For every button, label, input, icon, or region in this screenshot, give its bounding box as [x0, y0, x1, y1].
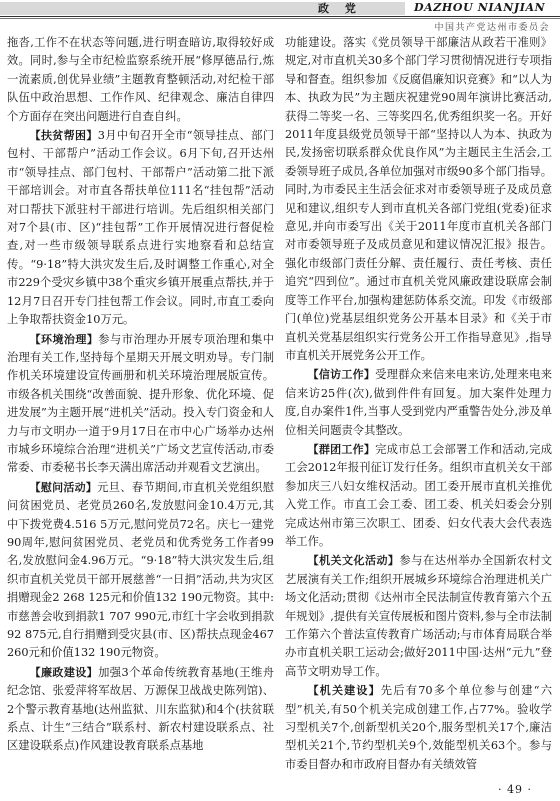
- paragraph: 【慰问活动】元旦、春节期间,市直机关党组织慰问贫困党员、老党员260名,发放慰问金10.4万元,其中下拨党费4.516 5万元,慰问党员72名。庆七一建党90周年,慰问贫困党员、老党员和优秀党务工作者99名,发放慰问金4.96万元。“9·18”特大洪灾发生后,组织市直机关党员干部开展慈善“一日捐”活动,共为灾区捐赠现金2 268 125元和价值132 190元物资。其中:市慈善会收到捐款1 707 990元,市红十字会收到捐款92 875元,自行捐赠到受灾县(市、区)帮扶点现金467 260元和价值132 190元物资。: [7, 480, 274, 660]
- organization-name: 中国共产党达州市委员会: [434, 23, 550, 33]
- section-keyword: 【群团工作】: [307, 442, 376, 456]
- section-keyword: 【机关建设】: [307, 684, 381, 698]
- paragraph: 功能建设。落实《党员领导干部廉洁从政若干准则》规定,对市直机关30多个部门学习贯彻情况进行专项指导和督查。组织参加《反腐倡廉知识竞赛》和“以人为本、执政为民”为主题庆祝建党90周年演讲比赛活动,获得二等奖一名、三等奖四名,优秀组织奖一名。开好2011年度县级党员领导干部“坚持以人为本、执政为民,发扬密切联系群众优良作风”为主题民主生活会,工委领导班子成员,各单位加强对市级90多个部门指导。同时,为市委民主生活会征求对市委领导班子及成员意见和建议,组织专人到市直机关各部门党组(党委)征求意见,并向市委写出《关于2011年度市直机关各部门对市委领导班子及成员意见和建议情况汇报》报告。强化市级部门责任分解、责任履行、责任考核、责任追究“四到位”。通过市直机关党风廉政建设联席会制度等工作平台,加强构建惩防体系交流。印发《市级部门(单位)党基层组织党务公开基本目录》和《关于市直机关党基层组织实行党务公开工作指导意见》,指导市直机关开展党务公开工作。: [285, 36, 552, 362]
- section-keyword: 【信访工作】: [307, 368, 376, 382]
- section-keyword: 【机关文化活动】: [307, 554, 400, 568]
- page-header: [0, 0, 560, 33]
- section-title: 政 党: [318, 2, 362, 15]
- paragraph: 【信访工作】受理群众来信来电来访,处理来电来信来访25件(次),做到件件有回复。加大案件处理力度,自办案件1件,当事人受到党内严重警告处分,涉及单位相关问题责令其整改。: [285, 368, 552, 437]
- paragraph: 【扶贫帮困】3月中旬召开全市“领导挂点、部门包村、干部帮户”活动工作会议。6月下旬,召开达州市“领导挂点、部门包村、干部帮户”活动第二批下派干部培训会。对市直各帮扶单位111名“挂包帮”活动对口帮扶下派驻村干部进行培训。先后组织相关部门对7个县(市、区)“挂包帮”工作开展情况进行督促检查,对一些市级领导联系点进行实地察看和总结宣传。“9·18”特大洪灾发生后,及时调整工作重心,对全市229个受灾乡镇中38个重灾乡镇开展重点帮扶,并于12月7日召开专门挂包帮工作会议。同时,市直工委向上争取帮扶资金10万元。: [7, 129, 274, 327]
- header-rule: [0, 16, 560, 17]
- paragraph: 【廉政建设】加强3个革命传统教育基地(王维舟纪念馆、张爱萍将军故居、万源保卫战战史陈列馆)、2个警示教育基地(达州监狱、川东监狱)和4个(扶贫联系点、计生“三结合”联系村、新农村建设联系点、社区建设联系点)作风建设教育联系点基地: [7, 665, 274, 753]
- section-keyword: 【慰问活动】: [29, 480, 98, 494]
- header-rule-secondary: [0, 18, 560, 19]
- section-keyword: 【环境治理】: [29, 332, 99, 346]
- paragraph: 拖沓,工作不在状态等问题,进行明查暗访,取得较好成效。同时,参与全市纪检监察系统开展“修厚德品行,炼一流素质,创优异业绩”主题教育整顿活动,对纪检干部队伍中政治思想、工作作风、纪律观念、廉洁自律四个方面存在突出问题进行自查自纠。: [7, 36, 274, 123]
- section-keyword: 【扶贫帮困】: [29, 129, 98, 143]
- magazine-title: DAZHOU NIANJIAN: [414, 1, 546, 14]
- right-column: [285, 34, 552, 779]
- paragraph: 【环境治理】参与市治理办开展专项治理和集中治理有关工作,坚持每个星期天开展文明劝导。专门制作机关环境建设宣传画册和机关环境治理展版宣传。市级各机关围绕“改善面貌、提升形象、优化环境、促进发展”为主题开展“进机关”活动。投入专门资金和人力与市文明办一道于9月17日在市中心广场举办达州市城乡环境综合治理“进机关”广场文艺宣传活动,市委常委、市委秘书长李天满出席活动并观看文艺演出。: [7, 332, 274, 475]
- paragraph: 【机关文化活动】参与在达州举办全国新农村文艺展演有关工作;组织开展城乡环境综合治理进机关广场文化活动;贯彻《达州市全民法制宣传教育第六个五年规划》,提供有关宣传展板和图片资料,参与全市法制工作第六个普法宣传教育广场活动;与市体育局联合举办市直机关职工运动会;做好2011中国·达州“元九”登高节文明劝导工作。: [285, 554, 552, 678]
- page-number: · 49 ·: [498, 783, 532, 796]
- section-keyword: 【廉政建设】: [29, 665, 99, 679]
- left-column: [7, 34, 274, 779]
- paragraph: 【机关建设】先后有70多个单位参与创建“六型”机关,有50个机关完成创建工作,占77%。验收学习型机关7个,创新型机关20个,服务型机关17个,廉洁型机关21个,节约型机关9个,效能型机关63个。参与市委目督办和市政府目督办有关绩效管: [285, 684, 552, 771]
- paragraph: 【群团工作】完成市总工会部署工作和活动,完成工会2012年报刊征订发行任务。组织市直机关女干部参加庆三八妇女维权活动。团工委开展市直机关推优入党工作。市直工会工委、团工委、机关妇委会分别完成达州市第三次职工、团委、妇女代表大会代表选举工作。: [285, 442, 552, 548]
